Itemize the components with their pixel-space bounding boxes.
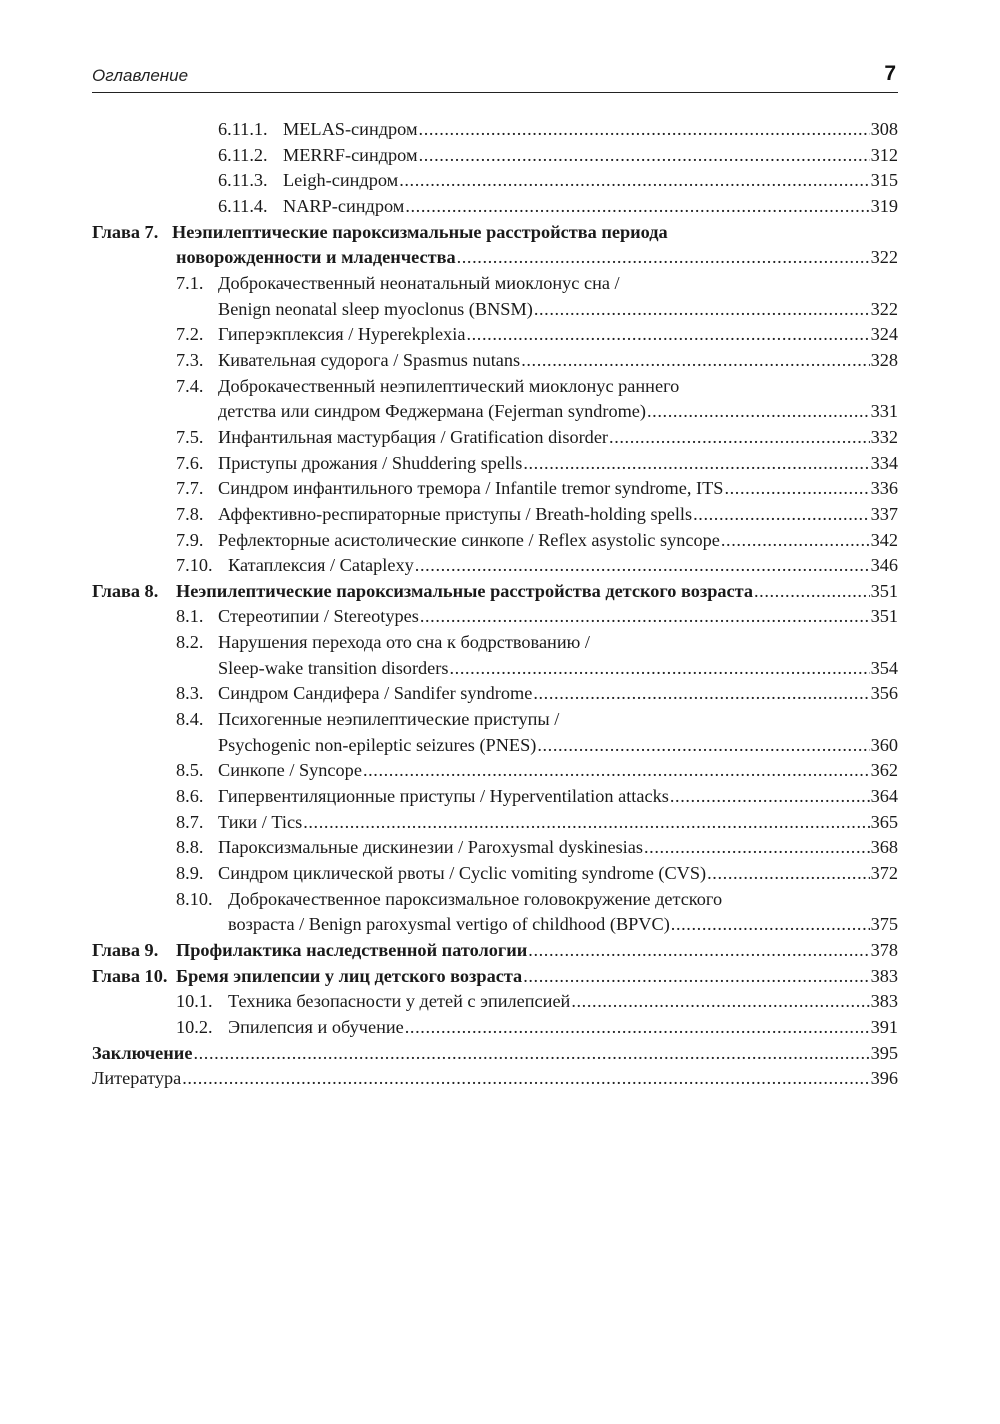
toc-entry-10-2[interactable]	[92, 1015, 898, 1041]
chapter-label: Глава 10.	[92, 965, 168, 986]
toc-entry-7-10[interactable]	[92, 553, 898, 579]
entry-title-line2: Sleep-wake transition disorders	[218, 657, 449, 678]
entry-title: Техника безопасности у детей с эпилепсией	[228, 991, 571, 1012]
dot-leader	[450, 656, 870, 682]
entry-number: 8.3.	[176, 683, 204, 704]
entry-title-line1: Доброкачественное пароксизмальное головокружение детского	[228, 888, 723, 909]
entry-title: Leigh-синдром	[283, 170, 399, 191]
entry-number: 7.10.	[176, 555, 213, 576]
toc-entry-7-2[interactable]	[92, 322, 898, 348]
toc-entry-8-10[interactable]	[92, 887, 898, 913]
entry-title-line1: Психогенные неэпилептические приступы /	[218, 709, 560, 730]
entry-number: 6.11.4.	[218, 195, 268, 216]
entry-number: 8.9.	[176, 863, 204, 884]
chapter-label: Глава 8.	[92, 580, 159, 601]
entry-title: Рефлекторные асистолические синкопе / Reflex asystolic syncope	[218, 529, 720, 550]
entry-number: 8.8.	[176, 837, 204, 858]
dot-leader	[721, 528, 870, 554]
entry-number: 7.6.	[176, 452, 204, 473]
entry-number: 7.2.	[176, 324, 204, 345]
entry-page: 328	[870, 349, 898, 370]
entry-title: Приступы дрожания / Shuddering spells	[218, 452, 523, 473]
entry-title: Катаплексия / Cataplexy	[228, 555, 414, 576]
entry-title: Инфантильная мастурбация / Gratification disorder	[218, 426, 609, 447]
toc-entry-7-1[interactable]	[92, 271, 898, 297]
toc-entry-7-4[interactable]	[92, 374, 898, 400]
dot-leader	[671, 912, 870, 938]
toc-entry-8-4-cont[interactable]	[92, 733, 898, 759]
chapter-title: Профилактика наследственной патологии	[176, 940, 528, 960]
chapter-title-line2: новорожденности и младенчества	[176, 247, 456, 268]
toc-entry-6-11-2[interactable]	[92, 143, 898, 169]
entry-page: 368	[870, 837, 898, 858]
entry-title: Эпилепсия и обучение	[228, 1016, 404, 1037]
dot-leader	[405, 1015, 870, 1041]
toc-entry-7-5[interactable]	[92, 425, 898, 451]
chapter-label: Глава 7.	[92, 221, 159, 242]
toc-entry-7-6[interactable]	[92, 451, 898, 477]
entry-page: 396	[870, 1068, 898, 1089]
entry-page: 332	[870, 426, 898, 447]
dot-leader	[182, 1066, 869, 1092]
dot-leader	[457, 245, 870, 271]
toc-entry-7-3[interactable]	[92, 348, 898, 374]
entry-number: 6.11.3.	[218, 170, 268, 191]
entry-title: Тики / Tics	[218, 811, 303, 832]
toc-entry-7-4-cont[interactable]	[92, 399, 898, 425]
toc-conclusion[interactable]	[92, 1041, 898, 1067]
entry-page: 365	[870, 811, 898, 832]
entry-page: 383	[870, 991, 898, 1012]
entry-number: 8.4.	[176, 709, 204, 730]
toc-chapter-10[interactable]	[92, 964, 898, 990]
entry-title: Пароксизмальные дискинезии / Paroxysmal dyskinesias	[218, 837, 643, 858]
entry-page: 362	[870, 760, 898, 781]
entry-page: 315	[870, 170, 898, 191]
entry-title-line2: Benign neonatal sleep myoclonus (BNSM)	[218, 298, 533, 319]
entry-title-line1: Доброкачественный неонатальный миоклонус сна /	[218, 272, 620, 293]
entry-title: Литература	[92, 1068, 182, 1089]
toc-entry-8-2[interactable]	[92, 630, 898, 656]
entry-page: 351	[870, 580, 898, 601]
toc-entry-7-7[interactable]	[92, 476, 898, 502]
chapter-title-line1: Неэпилептические пароксизмальные расстройства периода	[172, 221, 668, 242]
entry-number: 7.3.	[176, 349, 204, 370]
entry-page: 354	[870, 657, 898, 678]
entry-page: 334	[870, 452, 898, 473]
entry-number: 8.6.	[176, 786, 204, 807]
toc-entry-6-11-4[interactable]	[92, 194, 898, 220]
dot-leader	[534, 297, 870, 323]
dot-leader	[644, 835, 870, 861]
entry-title: Синкопе / Syncope	[218, 760, 362, 781]
entry-title: Заключение	[92, 1042, 193, 1063]
dot-leader	[466, 322, 869, 348]
dot-leader	[419, 143, 870, 169]
dot-leader	[521, 348, 869, 374]
entry-number: 8.2.	[176, 632, 204, 653]
entry-page: 351	[870, 606, 898, 627]
toc-entry-8-1[interactable]	[92, 604, 898, 630]
toc-entry-10-1[interactable]	[92, 989, 898, 1015]
dot-leader	[724, 476, 869, 502]
entry-number: 7.9.	[176, 529, 204, 550]
entry-title-line2: детства или синдром Феджермана (Fejerman syndrome)	[218, 401, 647, 422]
entry-title: Гиперэкплексия / Hyperekplexia	[218, 324, 466, 345]
entry-page: 383	[870, 965, 898, 986]
entry-number: 6.11.2.	[218, 144, 268, 165]
dot-leader	[647, 399, 870, 425]
toc-entry-8-3[interactable]	[92, 681, 898, 707]
toc-chapter-8[interactable]	[92, 579, 898, 605]
running-title: Оглавление	[92, 66, 189, 85]
entry-number: 7.8.	[176, 503, 204, 524]
entry-number: 7.7.	[176, 478, 204, 499]
toc-entry-8-7[interactable]	[92, 810, 898, 836]
entry-number: 7.5.	[176, 426, 204, 447]
entry-page: 360	[870, 734, 898, 755]
entry-title-line2: Psychogenic non-epileptic seizures (PNES)	[218, 734, 537, 755]
entry-page: 322	[870, 247, 898, 268]
dot-leader	[420, 604, 870, 630]
dot-leader	[303, 810, 869, 836]
dot-leader	[707, 861, 869, 887]
entry-page: 375	[870, 914, 898, 935]
dot-leader	[523, 964, 869, 990]
toc-entry-7-9[interactable]	[92, 528, 898, 554]
entry-number: 8.7.	[176, 811, 204, 832]
toc-entry-8-9[interactable]	[92, 861, 898, 887]
entry-page: 308	[870, 119, 898, 139]
dot-leader	[693, 502, 869, 528]
entry-page: 391	[870, 1016, 898, 1037]
dot-leader	[754, 579, 870, 605]
toc-chapter-7-cont[interactable]	[92, 245, 898, 271]
dot-leader	[405, 194, 869, 220]
chapter-title: Неэпилептические пароксизмальные расстройства детского возраста	[176, 580, 753, 601]
entry-number: 8.10.	[176, 888, 213, 909]
dot-leader	[363, 758, 870, 784]
entry-page: 336	[870, 478, 898, 499]
dot-leader	[523, 451, 869, 477]
toc-entry-8-5[interactable]	[92, 758, 898, 784]
table-of-contents	[92, 117, 898, 1092]
entry-page: 312	[870, 144, 898, 165]
dot-leader	[399, 168, 869, 194]
dot-leader	[571, 989, 869, 1015]
toc-literature[interactable]	[92, 1066, 898, 1092]
toc-entry-8-8[interactable]	[92, 835, 898, 861]
toc-entry-8-10-cont[interactable]	[92, 912, 898, 938]
entry-number: 7.4.	[176, 375, 204, 396]
toc-entry-7-8[interactable]	[92, 502, 898, 528]
dot-leader	[670, 784, 870, 810]
entry-page: 342	[870, 529, 898, 550]
entry-page: 356	[870, 683, 898, 704]
toc-entry-8-6[interactable]	[92, 784, 898, 810]
entry-number: 8.1.	[176, 606, 204, 627]
dot-leader	[415, 553, 870, 579]
entry-page: 322	[870, 298, 898, 319]
entry-number: 7.1.	[176, 272, 204, 293]
dot-leader	[193, 1041, 869, 1067]
dot-leader	[537, 733, 869, 759]
entry-title: MELAS-синдром	[283, 119, 418, 139]
entry-page: 378	[870, 940, 898, 960]
entry-title: MERRF-синдром	[283, 144, 418, 165]
entry-title: Аффективно-респираторные приступы / Breath-holding spells	[218, 503, 693, 524]
entry-page: 395	[870, 1042, 898, 1063]
entry-page: 324	[870, 324, 898, 345]
page-number: 7	[884, 62, 896, 85]
entry-number: 10.2.	[176, 1016, 213, 1037]
entry-title: Стереотипии / Stereotypes	[218, 606, 419, 627]
entry-title-line2: возраста / Benign paroxysmal vertigo of childhood (BPVC)	[228, 914, 670, 935]
entry-title: NARP-синдром	[283, 195, 405, 216]
entry-title: Синдром циклической рвоты / Cyclic vomiting syndrome (CVS)	[218, 863, 707, 884]
entry-number: 8.5.	[176, 760, 204, 781]
toc-entry-6-11-1[interactable]	[92, 117, 898, 143]
entry-page: 331	[870, 401, 898, 422]
entry-title: Кивательная судорога / Spasmus nutans	[218, 349, 521, 370]
toc-chapter-7[interactable]	[92, 220, 898, 246]
dot-leader	[419, 117, 870, 143]
entry-title: Синдром Сандифера / Sandifer syndrome	[218, 683, 533, 704]
entry-number: 10.1.	[176, 991, 213, 1012]
toc-entry-7-1-cont[interactable]	[92, 297, 898, 323]
entry-title-line1: Нарушения перехода ото сна к бодрствованию /	[218, 632, 590, 653]
entry-page: 337	[870, 503, 898, 524]
entry-page: 346	[870, 555, 898, 576]
entry-title: Синдром инфантильного тремора / Infantile tremor syndrome, ITS	[218, 478, 724, 499]
entry-page: 372	[870, 863, 898, 884]
chapter-label: Глава 9.	[92, 940, 159, 960]
toc-entry-8-4[interactable]	[92, 707, 898, 733]
toc-chapter-9[interactable]	[92, 938, 898, 964]
entry-page: 364	[870, 786, 898, 807]
dot-leader	[528, 938, 869, 964]
entry-title: Гипервентиляционные приступы / Hyperventilation attacks	[218, 786, 669, 807]
dot-leader	[533, 681, 869, 707]
chapter-title: Бремя эпилепсии у лиц детского возраста	[176, 965, 523, 986]
entry-page: 319	[870, 195, 898, 216]
entry-title-line1: Доброкачественный неэпилептический миоклонус раннего	[218, 375, 680, 396]
toc-entry-8-2-cont[interactable]	[92, 656, 898, 682]
toc-entry-6-11-3[interactable]	[92, 168, 898, 194]
running-header	[92, 64, 898, 93]
entry-number: 6.11.1.	[218, 119, 268, 139]
dot-leader	[609, 425, 870, 451]
